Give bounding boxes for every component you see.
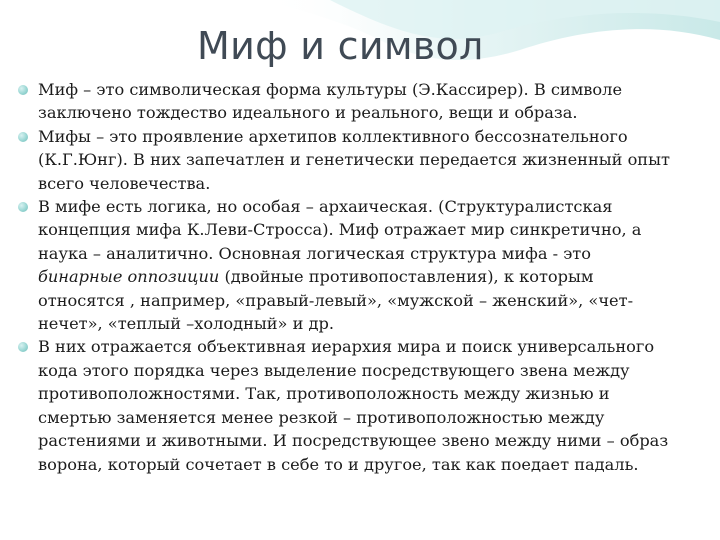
text-line: (К.Г.Юнг). В них запечатлен и генетически передается жизненный опыт xyxy=(38,150,670,170)
slide-title: Миф и символ xyxy=(197,24,484,68)
text-line: Мифы – это проявление архетипов коллективного бессознательного xyxy=(38,126,628,146)
bullet-icon xyxy=(18,85,28,95)
text-line: ворона, который сочетает в себе то и другое, так как поедает падаль. xyxy=(38,454,639,474)
bullet-icon xyxy=(18,132,28,142)
text-line: кода этого порядка через выделение посредствующего звена между xyxy=(38,360,630,380)
list-item xyxy=(16,195,714,335)
list-item xyxy=(16,125,714,195)
text-line: наука – аналитично. Основная логическая структура мифа - это xyxy=(38,243,591,263)
bullet-icon xyxy=(18,202,28,212)
text-line: противоположностями. Так, противоположность между жизнью и xyxy=(38,384,610,404)
text-line: растениями и животными. И посредствующее звено между ними – образ xyxy=(38,431,669,451)
list-item-text xyxy=(38,78,714,125)
text-line: относятся , например, «правый-левый», «мужской – женский», «чет- xyxy=(38,290,634,310)
text-line xyxy=(38,265,714,288)
text-line: заключено тождество идеального и реального, вещи и образа. xyxy=(38,103,578,123)
italic-term: бинарные оппозиции xyxy=(38,267,220,287)
list-item xyxy=(16,335,714,475)
bullet-list xyxy=(16,78,714,476)
text-line: всего человечества. xyxy=(38,173,211,193)
list-item xyxy=(16,78,714,125)
list-item-text xyxy=(38,335,714,475)
text-fragment: (двойные противопоставления), к которым xyxy=(219,267,594,287)
text-line: В мифе есть логика, но особая – архаическая. (Структуралистская xyxy=(38,197,613,217)
bullet-icon xyxy=(18,342,28,352)
list-item-text xyxy=(38,125,714,195)
list-item-text xyxy=(38,195,714,335)
text-line: Миф – это символическая форма культуры (Э.Кассирер). В символе xyxy=(38,80,623,99)
text-line: В них отражается объективная иерархия мира и поиск универсального xyxy=(38,337,655,357)
text-line: смертью заменяется менее резкой – противоположностью между xyxy=(38,407,605,427)
text-line: нечет», «теплый –холодный» и др. xyxy=(38,314,335,334)
text-line: концепция мифа К.Леви-Стросса). Миф отражает мир синкретично, а xyxy=(38,220,642,240)
